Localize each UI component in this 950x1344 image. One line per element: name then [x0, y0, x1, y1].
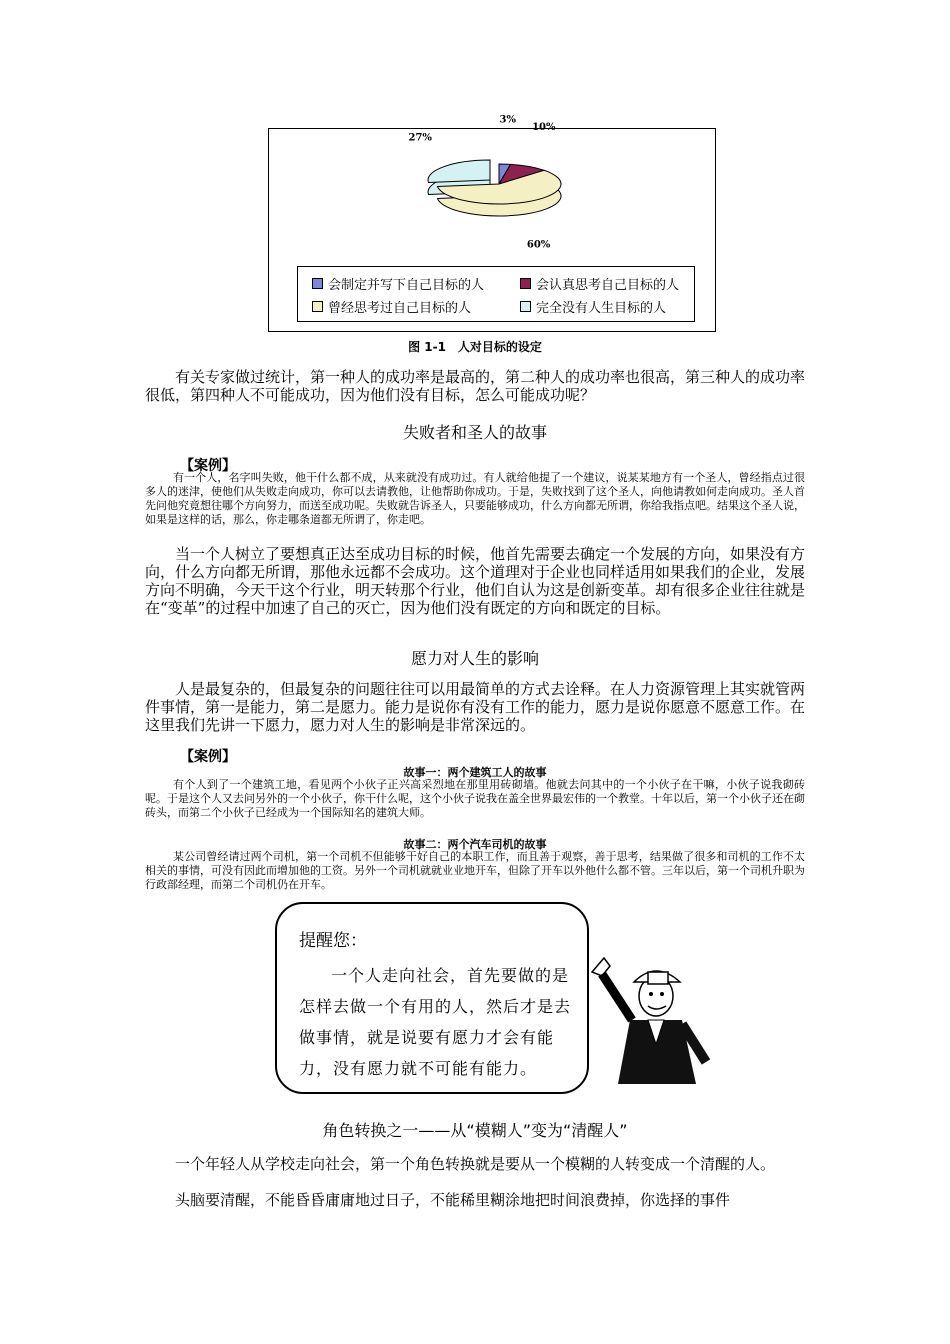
legend-label: 会制定并写下自己目标的人 [328, 278, 485, 293]
reminder-text: 一个人走向社会，首先要做的是怎样去做一个有用的人，然后才是去做事情，就是说要有愿力才会有能力，没有愿力就不可能有能力。 [299, 966, 572, 1078]
pie-data-label: 3% [499, 114, 516, 126]
eye [649, 992, 653, 996]
case-text: 有一个人，名字叫失败，他干什么都不成，从来就没有成功过。有人就给他提了一个建议，说某某地方有一个圣人，曾经指点过很多人的迷津，使他们从失败走向成功，你可以去请教他，让他帮助你成功。于是，失败找到了这个圣人，向他请教如何走向成功。圣人首先问他究竟想往哪个方向努力，而送至成功呢。失败就告诉圣人，只要能够成功，什么方向都无所谓，你给我指点吧。结果这个圣人说，如果是这样的话，那么，你走哪条道都无所谓了，你走吧。 [145, 471, 805, 526]
figure-caption: 图 1-1 人对目标的设定 [408, 340, 542, 354]
story-text: 有个人到了一个建筑工地，看见两个小伙子正兴高采烈地在那里用砖砌墙。他就去问其中的一个小伙子在干嘛，小伙子说我砌砖呢。于是这个人又去问另外的一个小伙子，你干什么呢，这个小伙子说我在盖全世界最宏伟的一个教堂。十年以后，第一个小伙子还在砌砖头，而第二个小伙子已经成为一个国际知名的建筑大师。 [145, 778, 805, 819]
pie-data-label: 60% [526, 239, 551, 251]
reminder-bubble [275, 902, 589, 1094]
legend-swatch [520, 278, 531, 289]
legend-swatch [520, 301, 531, 312]
section-heading: 失败者和圣人的故事 [402, 423, 547, 442]
paragraph: 一个年轻人从学校走向社会，第一个角色转换就是要从一个模糊的人转变成一个清醒的人。 [175, 1155, 776, 1173]
section-heading: 角色转换之一——从“模糊人”变为“清醒人” [322, 1121, 628, 1140]
paragraph: 当一个人树立了要想真正达至成功目标的时候，他首先需要去确定一个发展的方向，如果没有方向，什么方向都无所谓，那他永远都不会成功。这个道理对于企业也同样适用如果我们的企业，发展方向不明确，今天干这个行业，明天转那个行业，他们自认为这是创新变革。却有很多企业往往就是在“变革”的过程中加速了自己的灭亡，因为他们没有既定的方向和既定的目标。 [145, 545, 806, 617]
pie-data-label: 27% [408, 132, 432, 144]
pie-data-label: 10% [532, 122, 556, 134]
reminder-title: 提醒您： [299, 931, 367, 951]
legend-item [312, 274, 484, 293]
raised-arm [602, 974, 632, 1020]
hat-crown [648, 972, 668, 984]
case-label: 【案例】 [180, 749, 236, 765]
eye [660, 992, 664, 996]
cartoon-man-illustration [588, 950, 718, 1090]
paragraph: 人是最复杂的，但最复杂的问题往往可以用最简单的方式去诠释。在人力资源管理上其实就管两件事情，第一是能力，第二是愿力。能力是说你有没有工作的能力，愿力是说你愿意不愿意工作。在这里我们先讲一下愿力，愿力对人生的影响是非常深远的。 [145, 680, 806, 734]
legend-item [520, 274, 679, 293]
legend-label: 完全没有人生目标的人 [536, 301, 667, 316]
pie-chart-frame [268, 114, 716, 332]
section-heading: 愿力对人生的影响 [410, 649, 539, 668]
legend-label: 曾经思考过自己目标的人 [328, 301, 472, 316]
raised-hand-icon [592, 958, 610, 976]
case-label: 【案例】 [180, 458, 236, 474]
paragraph: 头脑要清醒，不能昏昏庸庸地过日子，不能稀里糊涂地把时间浪费掉，你选择的事件 [175, 1191, 731, 1209]
paragraph: 有关专家做过统计，第一种人的成功率是最高的，第二种人的成功率也很高，第三种人的成功率很低，第四种人不可能成功，因为他们没有目标，怎么可能成功呢？ [145, 368, 806, 404]
story-text: 某公司曾经请过两个司机，第一个司机不但能够干好自己的本职工作，而且善于观察，善于思考，结果做了很多和司机的工作不太相关的事情，可没有因此而增加他的工资。另外一个司机就就业业地开车，但除了开车以外他什么都不管。三年以后，第一个司机升职为行政部经理，而第二个司机仍在开车。 [145, 850, 805, 891]
pie-chart [269, 114, 714, 259]
legend-swatch [312, 301, 323, 312]
legend-swatch [312, 278, 323, 289]
legend-item [520, 297, 666, 316]
story-title: 故事一：两个建筑工人的故事 [403, 766, 547, 779]
chart-legend [297, 266, 695, 322]
pie-slice [428, 160, 490, 183]
legend-label: 会认真思考自己目标的人 [536, 278, 680, 293]
story-title: 故事二：两个汽车司机的故事 [403, 838, 547, 851]
legend-item [312, 297, 471, 316]
